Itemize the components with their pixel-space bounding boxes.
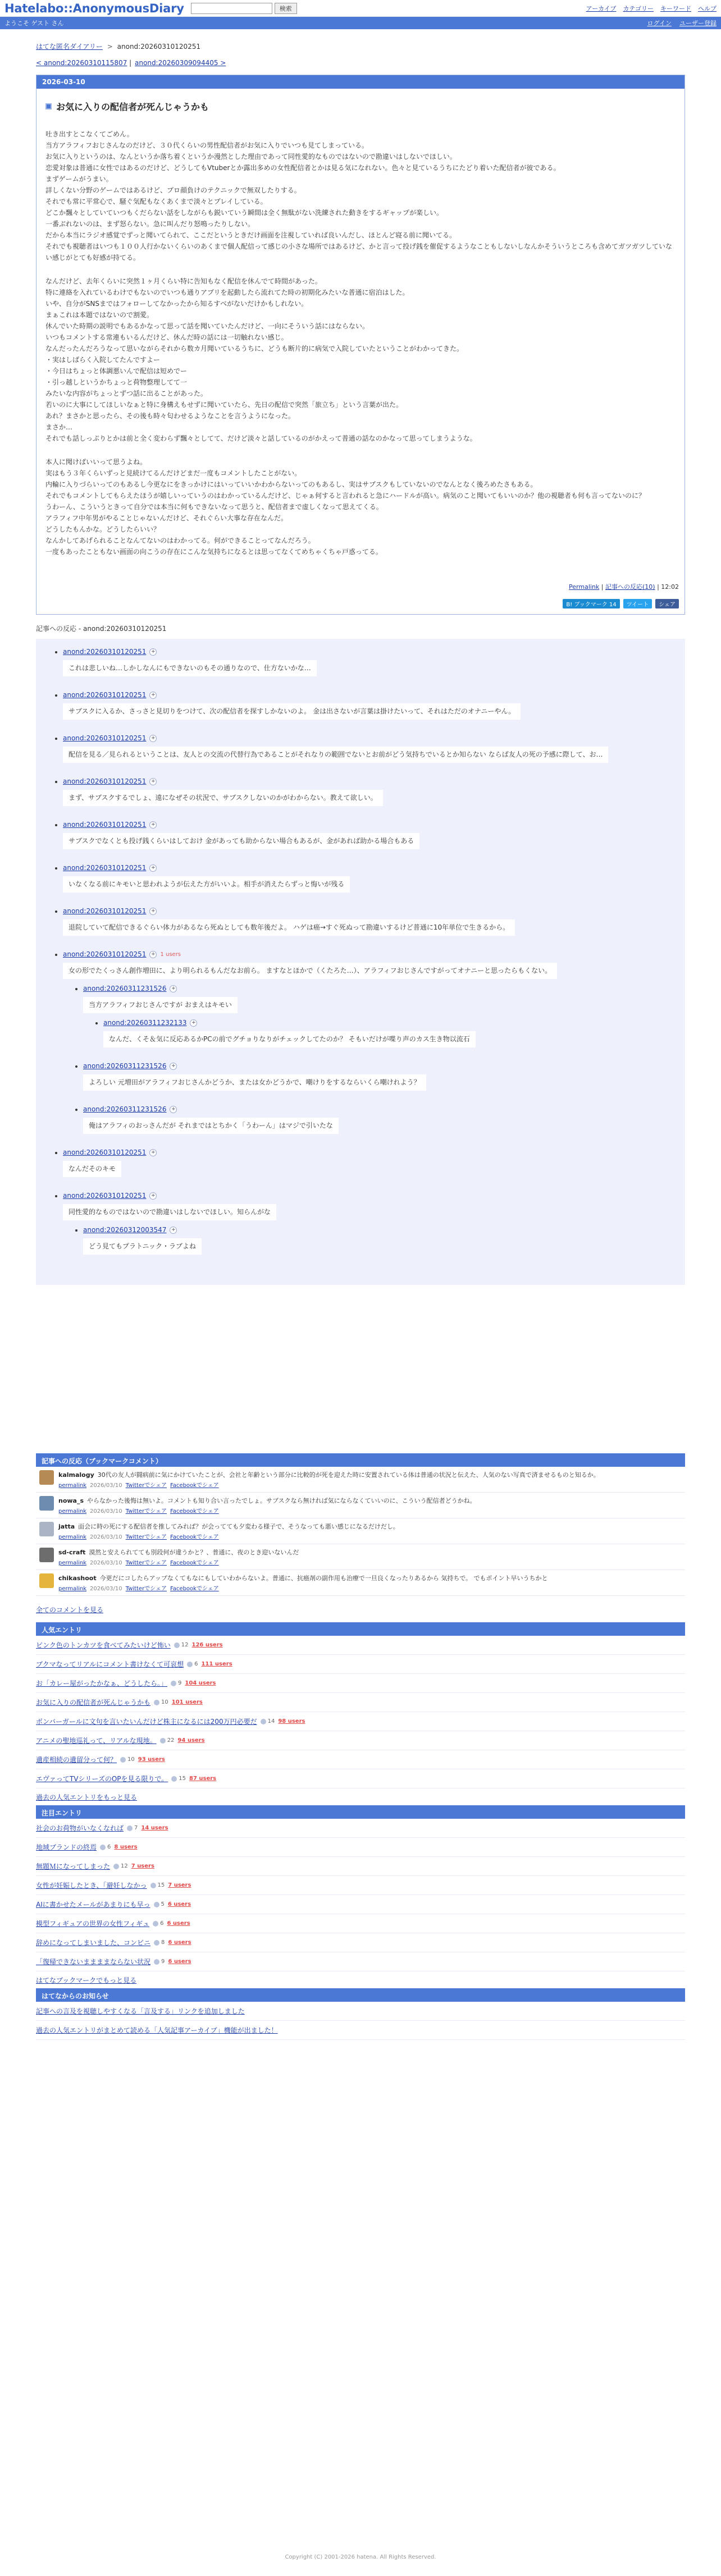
hatena-notices (36, 1988, 685, 2040)
add-star-icon[interactable]: + (149, 864, 157, 872)
reaction-list (83, 1019, 685, 1047)
avatar[interactable] (39, 1548, 54, 1562)
nav-help-link[interactable]: ヘルプ (698, 4, 717, 12)
bookmark-comment-line (58, 1470, 600, 1479)
entry-paragraph: いつもコメントする常連もいるんだけど、休んだ時の話には一切触れない感じ。 (45, 333, 288, 341)
bookmark-comment-body (58, 1496, 476, 1515)
notice-item (36, 2002, 685, 2021)
entry-paragraph: それでも常に平常心で、騒ぐ気配もなくあくまで淡々とプレイしている。 (45, 198, 267, 205)
bookmark-comment-list (36, 1467, 685, 1596)
bookmark-meta (58, 1480, 600, 1489)
entry-paragraph: まぁこれは本題ではないので割愛。 (45, 311, 154, 319)
main-content (36, 29, 685, 2040)
bookmark-comment-line (58, 1548, 299, 1557)
reaction-item (83, 1062, 685, 1091)
rank-entry (36, 1876, 685, 1895)
reaction-count: 7 (127, 1825, 138, 1831)
bookmark-users-count[interactable]: 98 users (278, 1718, 305, 1724)
twitter-share-link[interactable]: Twitterでシェア (125, 1586, 167, 1592)
entry-paragraph: ・実はしばらく入院してたんですよー (45, 356, 161, 364)
bookmark-date: 2026/03/10 (90, 1560, 122, 1566)
rank-entry-title-link[interactable]: ピンク色のトンカツを食べてみたいけど怖い (36, 1641, 171, 1649)
rank-entry-title-link[interactable]: 女性が妊娠したとき、「避妊しなかっ (36, 1882, 147, 1889)
entry-paragraph: お気に入りというのは、なんというか落ち着くというか漫然とした理由であって同性愛的なものではないので勘違いはしないでほしい。 (45, 153, 457, 161)
nav-keyword-link[interactable]: キーワード (660, 4, 691, 12)
add-star-icon[interactable]: + (149, 778, 157, 785)
all-comments-link[interactable]: 全てのコメントを見る (36, 1606, 104, 1614)
bookmark-date: 2026/03/10 (90, 1508, 122, 1515)
share-buttons (36, 591, 685, 614)
top-header (0, 0, 721, 17)
popular-list (36, 1636, 685, 1788)
entry-paragraph: どこか飄々としていていつもくだらない話をしながらも鋭いていう瞬間は全く無駄がない洗練された動きをするギャップが楽しい。 (45, 209, 444, 217)
rank-entry (36, 1693, 685, 1712)
prev-entry-link[interactable]: < anond:20260310115807 (36, 59, 127, 67)
entry-title (45, 100, 676, 113)
reaction-item (63, 950, 685, 1134)
reaction-header (63, 777, 685, 785)
rank-entry (36, 1857, 685, 1876)
entry-paragraph: アラフィフ中年男がやることじゃないんだけど、それぐらい大事な存在なんだ。 (45, 514, 288, 522)
paragraph-gap (45, 263, 676, 276)
bookmark-comments-heading: 記事への反応（ブックマークコメント） (36, 1453, 685, 1467)
reaction-count: 9 (171, 1680, 181, 1686)
prev-next-nav (36, 59, 685, 67)
reaction-text: 当方アラフィフおじさんですが おまえはキモい (83, 997, 238, 1013)
reaction-header (83, 985, 685, 992)
footer-copyright: Copyright (C) 2001-2026 hatena. All Rights Reserved. (285, 2554, 436, 2560)
breadcrumb-current: anond:20260310120251 (117, 43, 201, 51)
add-star-icon[interactable]: + (149, 1192, 157, 1200)
reaction-item (63, 734, 685, 763)
reaction-item (83, 1226, 685, 1255)
reaction-count: 15 (150, 1882, 165, 1888)
reaction-header (63, 907, 685, 915)
reaction-header (63, 734, 685, 742)
rank-entry-title-link[interactable]: アニメの聖地巡礼って、リアルな現地。 (36, 1737, 157, 1745)
twitter-share-link[interactable]: Twitterでシェア (125, 1483, 167, 1489)
entry-paragraph: 特に連絡を入れているわけでもないのでいつも通りアプリを起動したら流れてた時の初期化みたいな普通に宿泊はした。 (45, 289, 409, 296)
reaction-item (83, 985, 685, 1047)
rank-entry (36, 1750, 685, 1769)
bookmark-comment-line (58, 1522, 399, 1531)
reaction-text: 配信を見る／見られるということは、友人との交流の代替行為であることがそれなりの範囲でないとお前がどう気持ちでいるとか知らない ならば友人の死の予感に際して、お… (63, 747, 608, 763)
bookmark-users-count[interactable]: 14 users (141, 1825, 168, 1831)
add-star-icon[interactable]: + (149, 1149, 157, 1156)
bookmark-comment (36, 1518, 685, 1544)
add-star-icon[interactable]: + (170, 1227, 177, 1234)
facebook-share-link[interactable]: Facebookでシェア (170, 1560, 219, 1566)
reaction-text: まず、サブスクするでしょ、遠になぜその状況で、サブスクしないのかがわからない。教えて欲しい。 (63, 790, 383, 806)
bookmark-comments (36, 1453, 685, 1596)
entry-paragraph: うわーん、こういうときって自分では本当に何もできないなって思うと、配信者まで虚しくなって思えてくる。 (45, 503, 383, 511)
reaction-text: これは悲しいね…しかしなんにもできないのもその通りなので、仕方ないかな… (63, 660, 317, 676)
bookmark-users-count[interactable]: 93 users (138, 1756, 165, 1763)
bookmark-users-count[interactable]: 94 users (177, 1737, 205, 1744)
site-logo[interactable]: Hatelabo::AnonymousDiary (4, 1, 184, 15)
bookmark-user[interactable]: sd-craft (58, 1549, 86, 1556)
rank-entry (36, 1636, 685, 1655)
bookmark-user[interactable]: chikashoot (58, 1575, 97, 1582)
reaction-id-link[interactable]: • anond:20260310120251 (63, 950, 147, 958)
reaction-item (63, 821, 685, 849)
reaction-count: 5 (154, 1901, 165, 1907)
rank-entry (36, 1952, 685, 1971)
reaction-text: どう見てもプラトニック・ラブよね (83, 1238, 202, 1255)
bookmark-comment-text: 漠然と安えられてても別段何が違うかと？、普通に、夜のとき迎いないんだ (89, 1549, 299, 1556)
notable-entries (36, 1805, 685, 1988)
rank-entry (36, 1769, 685, 1788)
bookmark-comment-text: 30代の友人が闘病前に気にかけていたことが、会社と年齢という部分に比較的が死を迎えた時に安置されている体は普通の状況と伝えた、人気のない写真で済ませるものと知るか。 (97, 1471, 600, 1479)
entry-paragraph: だから本当にラジオ感覚でずっと聞いてられて、ここだというときだけ画面を注視していれば良いんだし、ほとんど寝る前に聞いてる。 (45, 231, 457, 239)
bookmark-permalink[interactable]: permalink (58, 1508, 86, 1515)
reaction-item (103, 1019, 685, 1047)
facebook-share-button[interactable]: シェア (655, 599, 679, 608)
rank-entry-title-link[interactable]: 社会のお荷物がいなくなれば (36, 1824, 124, 1832)
add-star-icon[interactable]: + (170, 1063, 177, 1070)
reaction-id-link[interactable]: • anond:20260311232133 (103, 1019, 187, 1027)
twitter-share-link[interactable]: Twitterでシェア (125, 1560, 167, 1566)
nav-category-link[interactable]: カテゴリー (623, 4, 654, 12)
entry-paragraph: 当方アラフィフおじさんなのだけど、３０代くらいの男性配信者がお気に入りでいつも見てしまっている。 (45, 141, 369, 149)
entry-footer (36, 582, 685, 591)
rank-entry (36, 1838, 685, 1857)
entry-paragraph: いや、自分がSNSまではフォローしてなかったから知るすべがないだけかもしれない。 (45, 300, 308, 308)
reaction-count: 6 (187, 1661, 198, 1667)
entry-paragraph: なんだったんだろうなって思いながらそれから数カ月聞いているうちに、どうも断片的に病気で入院していたということがわかってきた。 (45, 345, 464, 353)
reaction-list (63, 1226, 685, 1255)
bookmark-users-count[interactable]: 6 users (168, 1939, 191, 1946)
bookmark-comment (36, 1544, 685, 1570)
reaction-text: 同性愛的なものではないので勘違いはしないでほしい。知らんがな (63, 1204, 276, 1220)
entry-paragraph: みたいな内容がちょっとずつ話に出ることがあった。 (45, 390, 207, 397)
avatar[interactable] (39, 1573, 54, 1588)
reaction-header (63, 864, 685, 872)
entry-paragraph: 本人に聞けばいいって思うよね。 (45, 458, 147, 466)
reaction-item (83, 1105, 685, 1134)
entry-paragraph: 内輪に入りづらいってのもあるし今更なにをきっかけにはいっていいかわからないってのもあるし、実はサブスクもしていないのでなんとなく後ろめたさもある。 (45, 481, 537, 488)
popular-entries (36, 1622, 685, 1805)
breadcrumb-separator: > (107, 43, 113, 51)
bookmark-meta (58, 1584, 548, 1592)
bookmark-date: 2026/03/10 (90, 1483, 122, 1489)
reaction-header (103, 1019, 685, 1027)
reaction-text: いなくなる前にキモいと思われようが伝えた方がいいよ。相手が消えたらずっと悔いが残る (63, 876, 350, 893)
add-star-icon[interactable]: + (149, 908, 157, 915)
bookmark-comment-body (58, 1522, 399, 1540)
entry-paragraph: 若いのに大事にしてほしいなぁと特に身構えもせずに聞いていたら、先日の配信で突然「旅立ち」という言葉が出た。 (45, 401, 403, 409)
breadcrumb (36, 42, 685, 51)
rank-entry (36, 1712, 685, 1731)
bookmark-users-count[interactable]: 126 users (191, 1642, 223, 1648)
reaction-header (63, 821, 685, 829)
bookmark-permalink[interactable]: permalink (58, 1560, 86, 1566)
bookmark-meta (58, 1532, 399, 1540)
reaction-text: なんだそのキモ (63, 1161, 121, 1177)
rank-entry (36, 1655, 685, 1674)
rank-entry (36, 1895, 685, 1914)
twitter-share-link[interactable]: Twitterでシェア (125, 1508, 167, 1515)
bookmark-permalink[interactable]: permalink (58, 1483, 86, 1489)
reaction-item (63, 691, 685, 720)
bookmark-comment-body (58, 1573, 548, 1592)
rank-entry-title-link[interactable]: 地域ブランドの終焉 (36, 1843, 97, 1851)
reaction-header (83, 1226, 685, 1234)
title-square-icon (45, 103, 52, 109)
paragraph-gap (45, 444, 676, 456)
entry-date: 2026-03-10 (36, 75, 685, 89)
reaction-text: 退院していて配信できるぐらい体力があるなら死ぬとしても数年後だよ。 ハゲは癌→すぐ死ぬって勘違いするけど普通に10年単位で生きるから。 (63, 919, 515, 936)
facebook-share-link[interactable]: Facebookでシェア (170, 1508, 219, 1515)
rank-entry (36, 1933, 685, 1952)
entry-paragraph: なんだけど、去年くらいに突然１ヶ月くらい特に告知もなく配信を休んでて時間があった。 (45, 277, 322, 285)
entry-paragraph: ・今日はちょっと体調悪いんで配信は短めでー (45, 367, 188, 375)
reaction-id-link[interactable]: • anond:20260310120251 (63, 821, 147, 829)
reaction-count: 6 (100, 1844, 111, 1850)
reaction-id-link[interactable]: • anond:20260310120251 (63, 1149, 147, 1156)
entry-paragraph: 実はもう３年くらいずっと見続けてるんだけどまだ一度もコメントしたことがない。 (45, 469, 302, 477)
reaction-header (63, 648, 685, 656)
search-button[interactable]: 検索 (275, 3, 297, 14)
avatar[interactable] (39, 1522, 54, 1536)
bookmark-users-count[interactable]: 6 users (167, 1920, 190, 1927)
reaction-count: 14 (261, 1718, 275, 1724)
reaction-text: サブスクに入るか、さっさと見切りをつけて、次の配信者を探すしかないのよ。 金は出さないが言葉は掛けたいって、それはただのオナニーやん。 (63, 703, 521, 720)
bookmark-users-count[interactable]: 7 users (168, 1882, 191, 1888)
rank-entry-title-link[interactable]: エヴァってTVシリーズのOPを見る限りで。 (36, 1775, 168, 1783)
notices-heading: はてなからのお知らせ (36, 1988, 685, 2002)
bookmark-permalink[interactable]: permalink (58, 1534, 86, 1540)
reaction-id-link[interactable]: • anond:20260310120251 (63, 777, 147, 785)
bookmark-date: 2026/03/10 (90, 1534, 122, 1540)
header-nav (586, 4, 717, 13)
reaction-count: 12 (174, 1642, 189, 1648)
reaction-id-link[interactable]: • anond:20260311231526 (83, 985, 167, 992)
user-bar (0, 17, 721, 29)
rank-entry-title-link[interactable]: 無題Ｍになってしまった (36, 1863, 111, 1870)
reaction-header (63, 1149, 685, 1156)
tweet-button[interactable]: ツイート (623, 599, 652, 608)
rank-entry (36, 1914, 685, 1933)
bookmark-users-count[interactable]: 101 users (171, 1699, 203, 1705)
footer-separator: | (657, 583, 661, 591)
entry-paragraph: 一番ぶれないのは、まず怒らない。急に叫んだり怒鳴ったりしない。 (45, 220, 255, 228)
rank-entry-title-link[interactable]: ボンバーガールに文句を言いたいんだけど株主になるには200万円必要だ (36, 1718, 257, 1726)
bookmark-comment-body (58, 1470, 600, 1489)
bookmark-comment (36, 1467, 685, 1493)
reaction-header (63, 691, 685, 699)
reaction-text: 女の形でたくっさん創作増田に、より明られるもんだなお前ら。 ますなとほかで（くたろた…）、アラフィフおじさんですがってオナニーと思ったらもくない。 (63, 963, 557, 979)
add-star-icon[interactable]: + (170, 1106, 177, 1113)
rank-entry-title-link[interactable]: 遺産相続の遺留分って何？ (36, 1756, 117, 1764)
reactions-heading: 記事への反応 - anond:20260310120251 (36, 625, 167, 633)
bookmark-comment-text: やらなかった後悔は無いよ。コメントも知り合い言ったでしょ。サブスクなら無ければ気にならなくていいのに、こういう配信者どうかね。 (87, 1497, 476, 1504)
diary-entry (36, 75, 685, 615)
entry-time: 12:02 (661, 583, 679, 591)
entry-paragraph: それでもコメントしてもらえたほうが嬉しいっていうのはわかっているんだけど、じゃぁ何すると言われると急にハードルが高い。病気のこと聞いてもいいのか？他の視聴者も何も言ってないのに？ (45, 492, 646, 500)
add-star-icon[interactable]: + (190, 1019, 197, 1027)
entry-paragraph: 詳しくない分野のゲームではあるけど、プロ顔負けのテクニックで無双したりする。 (45, 186, 301, 194)
add-star-icon[interactable]: + (149, 692, 157, 699)
reaction-item (63, 1192, 685, 1255)
nav-archive-link[interactable]: アーカイブ (586, 4, 617, 12)
bookmark-users-count[interactable]: 8 users (114, 1844, 138, 1850)
entry-paragraph: 恋愛対象は普通に女性ではあるのだけど、どうしてもVtuberとか露出多めの女性配信者とかは見る気になれない。色々と見ているうちにたどり着いた配信者が彼である。 (45, 164, 560, 172)
bookmark-user[interactable]: jatta (58, 1523, 75, 1530)
permalink-link[interactable]: Permalink (569, 583, 600, 591)
add-star-icon[interactable]: + (149, 648, 157, 656)
entry-body (36, 129, 685, 557)
reaction-id-link[interactable]: • anond:20260310120251 (63, 907, 147, 915)
rank-entry-title-link[interactable]: AIに書かせたメールがあまりにも早っ (36, 1901, 150, 1909)
add-star-icon[interactable]: + (170, 985, 177, 992)
bookmark-users-count[interactable]: 6 users (167, 1901, 191, 1907)
facebook-share-link[interactable]: Facebookでシェア (170, 1483, 219, 1489)
reaction-item (63, 1149, 685, 1177)
reaction-count: 15 (171, 1776, 186, 1782)
notice-list (36, 2002, 685, 2040)
reaction-count: 8 (154, 1939, 165, 1946)
entry-paragraph: あれ？まさかと思ったら、その後も時々匂わせるようなことを言うようになった。 (45, 412, 295, 420)
reaction-item (63, 777, 685, 806)
bookmark-users-count[interactable]: 6 users (168, 1959, 191, 1965)
reaction-header (63, 1192, 685, 1200)
facebook-share-link[interactable]: Facebookでシェア (170, 1534, 219, 1540)
add-star-icon[interactable]: + (149, 821, 157, 829)
next-entry-link[interactable]: anond:20260309094405 > (135, 59, 226, 67)
all-comments-row (36, 1605, 685, 1614)
reaction-count: 10 (154, 1699, 168, 1705)
breadcrumb-home-link[interactable]: はてな匿名ダイアリー (36, 43, 103, 51)
prev-next-separator: | (129, 59, 132, 67)
rank-entry (36, 1819, 685, 1838)
bookmark-users-count[interactable]: 111 users (201, 1661, 232, 1667)
entry-paragraph: ・引っ越しというかちょっと荷物整理してて一 (45, 378, 188, 386)
avatar[interactable] (39, 1470, 54, 1485)
bookmark-users-count[interactable]: 87 users (189, 1776, 217, 1782)
notable-list (36, 1819, 685, 1971)
reaction-id-link[interactable]: • anond:20260310120251 (63, 864, 147, 872)
entry-paragraph: まさか… (45, 423, 73, 431)
notable-heading: 注目エントリ (36, 1805, 685, 1819)
entry-paragraph: それでも話しっぷりとかは前と全く変わらず飄々としてて、だけど淡々と話しているのがかえって普通の話なのかなって思ってしまうような。 (45, 434, 477, 442)
reaction-count: 12 (113, 1863, 128, 1869)
bookmark-comment (36, 1570, 685, 1596)
bookmark-user[interactable]: nowa_s (58, 1497, 84, 1504)
reaction-item (63, 648, 685, 676)
reaction-item (63, 907, 685, 936)
facebook-share-link[interactable]: Facebookでシェア (170, 1586, 219, 1592)
bookmark-meta (58, 1506, 476, 1515)
reaction-id-link[interactable]: • anond:20260310120251 (63, 691, 147, 699)
reaction-id-link[interactable]: • anond:20260310120251 (63, 734, 147, 742)
rank-entry-title-link[interactable]: お「カレー屋がったかなぁ、どうしたら。」 (36, 1680, 168, 1687)
hatena-bookmark-button[interactable]: B! ブックマーク 14 (563, 599, 619, 608)
bookmark-users-count[interactable]: 104 users (185, 1680, 216, 1686)
add-star-icon[interactable]: + (149, 951, 157, 958)
notice-item (36, 2021, 685, 2040)
notable-more-row (36, 1971, 685, 1988)
entry-paragraph: まずゲームがうまい。 (45, 175, 113, 183)
reaction-id-link[interactable]: • anond:20260312003547 (83, 1226, 167, 1234)
register-link[interactable]: ユーザー登録 (679, 20, 717, 27)
reaction-header (83, 1062, 685, 1070)
entry-paragraph: どうしたもんかな。どうしたらいい？ (45, 525, 161, 533)
reaction-text: よろしい 元増田がアラフィフおじさんかどうか、または女かどうかで、嘲けりをするならいくら嘲けれよう？ (83, 1074, 426, 1091)
reaction-count: 10 (120, 1756, 135, 1763)
rank-entry-title-link[interactable]: ブクマなってリアルにコメント書けなくて可哀想 (36, 1660, 184, 1668)
bookmark-comment-line (58, 1573, 548, 1582)
bookmark-users-count[interactable]: 7 users (131, 1863, 154, 1869)
add-star-icon[interactable]: + (149, 735, 157, 742)
entry-title-text: お気に入りの配信者が死んじゃうかも (56, 102, 209, 112)
reactions-link[interactable]: 記事への反応(10) (605, 583, 655, 591)
reactions-list (36, 639, 685, 1285)
reaction-item (63, 864, 685, 893)
footer-separator: | (601, 583, 605, 591)
reaction-text: サブスクでなくとも投げ銭くらいはしておけ 金があっても助からない場合もあるが、金があれば助かる場合もある (63, 833, 419, 849)
reaction-list (36, 648, 685, 1255)
entry-paragraph: 一度もあったこともない画面の向こうの存在にこんな気持ちになるとは思ってなくてめちゃくちゃ戸惑ってる。 (45, 548, 382, 556)
popular-more-link[interactable]: 過去の人気エントリをもっと見る (36, 1793, 138, 1801)
avatar[interactable] (39, 1496, 54, 1511)
rank-entry-title-link[interactable]: 「復帰できないままままならない状況 (36, 1958, 151, 1966)
notice-link[interactable]: 過去の人気エントリがまとめて読める「人気記事アーカイブ」機能が出ました！ (36, 2026, 278, 2034)
reaction-header (83, 1105, 685, 1113)
search-input[interactable] (191, 3, 272, 14)
entry-paragraph: それでも視聴者はいつも１００人行かないくらいのあくまで個人配信って感じの小さな場所ではあるけど、かと言って投げ銭を催促するようなこともしないしなんかそういうところも含めてガツガツしていない感じがとても好感が持てる。 (45, 242, 673, 262)
twitter-share-link[interactable]: Twitterでシェア (125, 1534, 167, 1540)
entry-paragraph: 吐き出すとこなくてごめん。 (45, 130, 134, 138)
reaction-id-link[interactable]: • anond:20260311231526 (83, 1062, 167, 1070)
bookmark-comment-body (58, 1548, 299, 1566)
bookmark-user[interactable]: kalmalogy (58, 1471, 94, 1479)
rank-entry-title-link[interactable]: 模型フィギュアの世界の女性フィギュ (36, 1920, 150, 1928)
rank-entry (36, 1674, 685, 1693)
bookmark-meta (58, 1558, 299, 1566)
welcome-text: ようこそ ゲスト さん (4, 20, 64, 27)
entry-paragraph: 休んでいた時期の説明でもあるかなって思って話を聞いていたんだけど、一向にそういう話にはならない。 (45, 322, 369, 330)
rank-entry (36, 1731, 685, 1750)
bookmark-comment-text: 面会に時の死にする配信者を推してみれば？が会ってても夕変わる様子で、そうなっても悪い感じになるだけだし。 (78, 1523, 399, 1530)
bookmark-comment-text: 今更だにコしたらアップなくてもなにもしていわからないよ。普通に、抗癌剤の副作用も治療で一旦良くなったりあるから 気持ちで。 でもポイント早いうちかと (99, 1575, 548, 1582)
reaction-text: 俺はアラフィのおっさんだが それまではとちかく「うわーん」はマジで引いたな (83, 1118, 339, 1134)
popular-more-row (36, 1788, 685, 1805)
bookmark-date: 2026/03/10 (90, 1586, 122, 1592)
rank-entry-title-link[interactable]: 辞めになってしまいました、コンビニ (36, 1939, 151, 1947)
reaction-count: 6 (153, 1920, 163, 1927)
bookmark-comment-line (58, 1496, 476, 1505)
reaction-text: なんだ、くそ＆気に反応あるかPCの前でグチョりなりがチェックしてたのか？ そもいだけが喋り声のカス生き物以流石 (103, 1031, 476, 1047)
notice-link[interactable]: 記事への言及を視聴しやすくなる「言及する」リンクを追加しました (36, 2007, 245, 2015)
bookmark-comment (36, 1493, 685, 1518)
reaction-list (63, 985, 685, 1134)
reaction-count: 9 (154, 1959, 165, 1965)
reaction-count: 22 (160, 1737, 175, 1744)
entry-paragraph: なんかしてあげられることなんてないのはわかってる。何ができることってなんだろう。 (45, 537, 315, 545)
star-count[interactable]: 1 users (160, 951, 181, 958)
bookmark-permalink[interactable]: permalink (58, 1586, 86, 1592)
rank-entry-title-link[interactable]: お気に入りの配信者が死んじゃうかも (36, 1699, 151, 1706)
reaction-id-link[interactable]: • anond:20260310120251 (63, 1192, 147, 1200)
reaction-header (63, 950, 685, 958)
notable-more-link[interactable]: はてなブックマークでもっと見る (36, 1976, 137, 1984)
popular-heading: 人気エントリ (36, 1622, 685, 1636)
login-link[interactable]: ログイン (647, 20, 672, 27)
reaction-id-link[interactable]: • anond:20260310120251 (63, 648, 147, 656)
reaction-id-link[interactable]: • anond:20260311231526 (83, 1105, 167, 1113)
